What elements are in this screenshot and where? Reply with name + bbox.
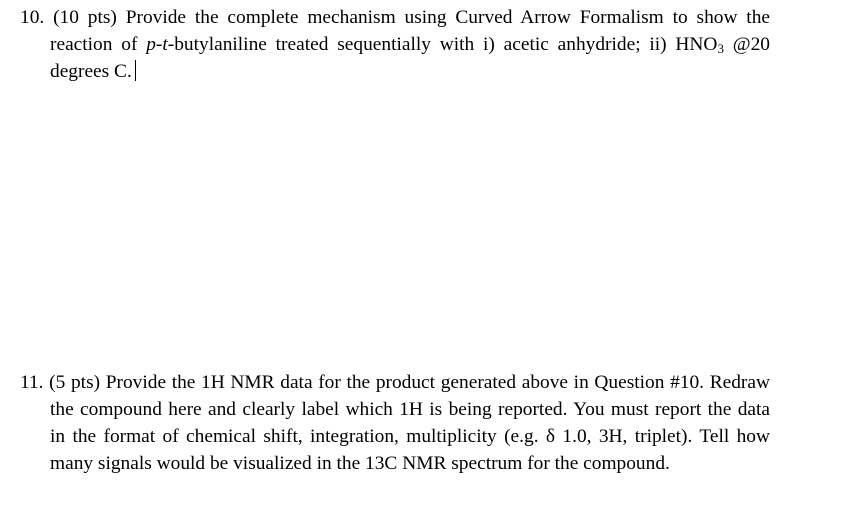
text-cursor — [135, 60, 136, 81]
question-10-line-2 — [50, 31, 770, 58]
question-10-line-1: 10. (10 pts) Provide the complete mechanism using Curved Arrow Formalism to show the — [20, 7, 770, 28]
question-11-line-4: many signals would be visualized in the 13C NMR spectrum for the compound. — [50, 453, 670, 474]
question-10-line-3[interactable] — [50, 58, 136, 85]
dash: - — [155, 34, 163, 55]
para-prefix: p — [146, 34, 156, 55]
line-2-post: @20 — [723, 34, 770, 55]
question-10-line-3-text: degrees C. — [50, 61, 132, 82]
nitric-subscript: 3 — [717, 41, 724, 56]
tert-prefix: t — [162, 34, 168, 55]
question-11-line-2: the compound here and clearly label which 1H is being reported. You must report the data — [50, 399, 770, 420]
line-2-pre: reaction of — [50, 34, 147, 55]
question-11-line-3: in the format of chemical shift, integration, multiplicity (e.g. δ 1.0, 3H, triplet). Tell how — [50, 426, 770, 447]
question-11-line-1: 11. (5 pts) Provide the 1H NMR data for the product generated above in Question #10. Redraw — [20, 372, 770, 393]
line-2-mid: -butylaniline treated sequentially with i) acetic anhydride; ii) HNO — [167, 34, 718, 55]
